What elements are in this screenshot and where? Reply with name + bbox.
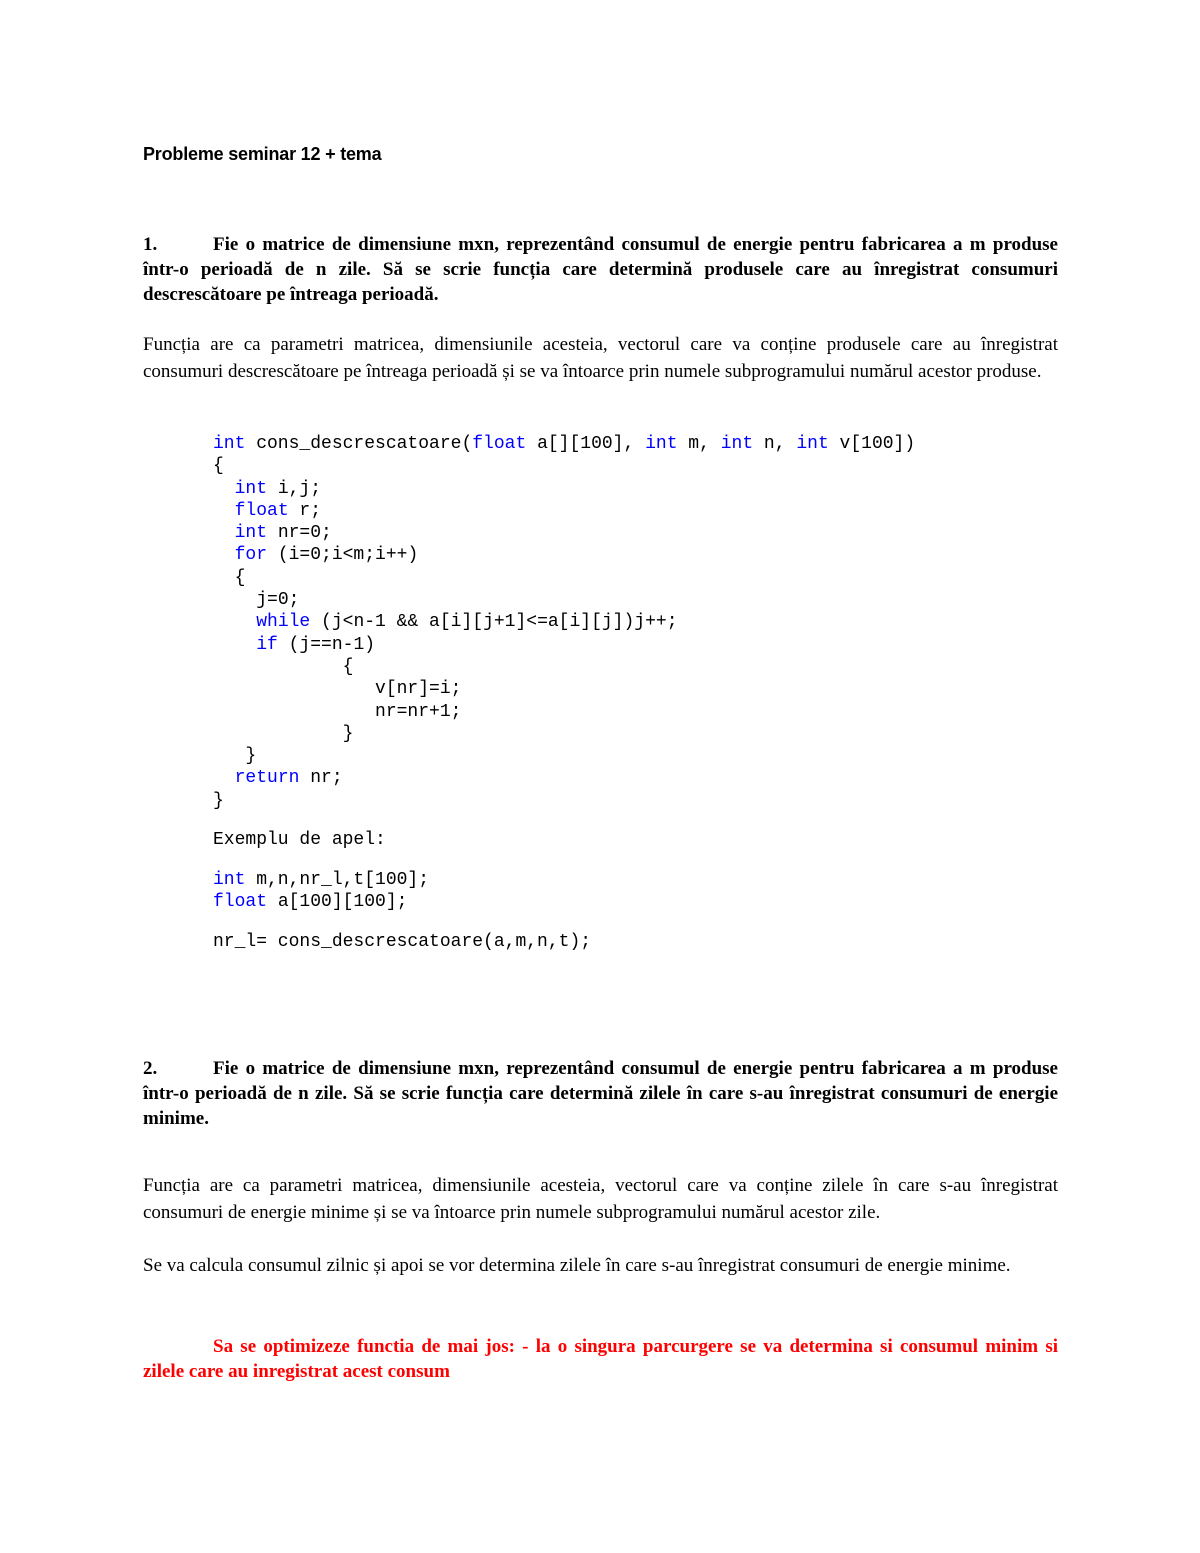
code-line-close-brace: } — [213, 790, 224, 811]
code-line-if: if (j==n-1) — [256, 634, 376, 655]
code-line-for: for (i=0;i<m;i++) — [234, 545, 419, 566]
problem-1-description: Funcția are ca parametri matricea, dimensiunile acesteia, vectorul care va conține produsele care au înregistrat consumuri descrescătoare pe întreaga perioadă și se va întoarce prin numele subprogramului numărul acestor produse. — [143, 334, 1058, 382]
problem-2-description-2: Se va calcula consumul zilnic și apoi se vor determina zilele în care s-au înregistrat consumuri de energie minime. — [143, 1255, 1011, 1276]
code-line-increment-nr: nr=nr+1; — [375, 701, 462, 722]
code-line-assign-v: v[nr]=i; — [375, 679, 462, 700]
problem-2-description: Funcția are ca parametri matricea, dimensiunile acesteia, vectorul care va conține zilele în care s-au înregistrat consumuri de energie minime și se va întoarce prin numele subprogramului numărul acestor zile. — [143, 1175, 1058, 1223]
problem-2-statement — [143, 1056, 1058, 1131]
example-code — [213, 869, 429, 914]
problem-1-number: 1. — [143, 234, 158, 255]
problem-2-number: 2. — [143, 1058, 158, 1079]
code-line-decl-r: float r; — [234, 500, 322, 521]
problem-2-text: Fie o matrice de dimensiune mxn, reprezentând consumul de energie pentru fabricarea a m produse într-o perioadă de n zile. Să se scrie funcția care determină zilele în care s-au înregistrat consumuri de energie minime. — [143, 1058, 1058, 1129]
code-line-j-init: j=0; — [256, 590, 300, 611]
code-line-if-close: } — [342, 723, 354, 744]
code-line-signature: int cons_descrescatoare(float a[][100], int m, int n, int v[100]) — [213, 434, 916, 454]
optimization-note: Sa se optimizeze functia de mai jos: - la o singura parcurgere se va determina si consumul minim si zilele care au inregistrat acest consum — [143, 1336, 1058, 1382]
code-line-for-close: } — [245, 746, 257, 767]
code-line-open-brace: { — [213, 456, 224, 477]
code-line-return: return nr; — [234, 768, 343, 789]
code-line-if-open: { — [342, 656, 354, 677]
example-line-int: int m,n,nr_l,t[100]; — [213, 870, 430, 890]
problem-1-code — [213, 433, 915, 812]
example-call: nr_l= cons_descrescatoare(a,m,n,t); — [213, 932, 592, 952]
code-line-while: while (j<n-1 && a[i][j+1]<=a[i][j])j++; — [256, 612, 678, 633]
code-line-decl-ij: int i,j; — [234, 478, 322, 499]
problem-1-statement — [143, 232, 1058, 307]
code-line-for-open: { — [234, 567, 246, 588]
example-line-float: float a[100][100]; — [213, 892, 408, 913]
problem-1-text: Fie o matrice de dimensiune mxn, reprezentând consumul de energie pentru fabricarea a m produse într-o perioadă de n zile. Să se scrie funcția care determină produsele care au înregistrat consumuri descrescătoare pe întreaga perioadă. — [143, 234, 1058, 305]
code-line-decl-nr: int nr=0; — [234, 523, 332, 544]
example-label: Exemplu de apel: — [213, 830, 386, 850]
page-heading: Probleme seminar 12 + tema — [143, 144, 382, 164]
